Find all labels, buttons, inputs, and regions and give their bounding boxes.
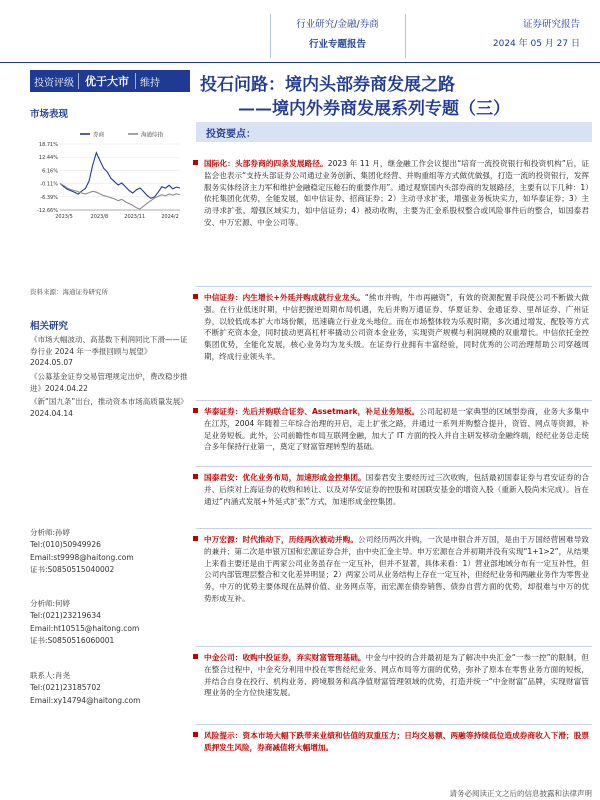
analyst-card [30,527,190,577]
key-point-body: 2023 年 11 月，继金融工作会议提出“培育一流投资银行和投资机构”后，证监会也表示“支持头部证券公司通过业务创新、集团化经营、并购重组等方式做优做强，打造一流的投资银行，发挥服务实体经济主力军和维护金融稳定压舱石的重要作用”。通过观察国内头部券商的发展路径，主要有以下几种：1）依托集团化优势，全能发展，如中信证券、招商证券；2）主动寻求扩张，增强业务板块实力，如华泰证券；3）主动寻求扩张，增强区域实力，如中信证券；4）被动收购，主要为汇金系股权整合或风险事件后的整合，如国泰君安、中万宏源、中金公司等。 [204,159,589,227]
contact-tel: Tel:(021)23185702 [30,683,101,693]
report-type-text: 行业专题报告 [308,39,366,50]
header-rule [0,62,600,63]
key-point-lead: 中万宏源：时代推动下，历经两次被动并购。 [204,535,359,544]
analyst-name: 分析师:何婷 [30,599,71,608]
category-text: 行业研究/金融/券商 [296,19,379,30]
key-point-lead: 国泰君安：优化业务布局，加速形成金控集团。 [204,473,366,482]
related-item[interactable]: 《新“国九条”出台，推动资本市场高质量发展》2024.04.14 [30,397,188,418]
analyst-email[interactable]: Email:ht10515@haitong.com [30,623,140,633]
contact-card [30,670,190,707]
key-point-paragraph [204,158,589,229]
key-point-paragraph [204,652,589,699]
divider [196,286,592,287]
rating-action: 维持 [140,77,160,89]
divider [196,724,592,725]
page-title: 投石问路：境内头部券商发展之路 [200,75,455,95]
related-item[interactable]: 《公募基金证券交易管理规定出炉，费改稳步推进》2024.04.22 [30,371,188,393]
chart-source: 资料来源：海通证券研究所 [30,288,108,296]
x-tick-label: 2023/8 [90,214,109,220]
y-tick-label: 6.16% [42,168,58,175]
footer-disclaimer: 请务必阅读正文之后的信息披露和法律声明 [449,789,592,798]
key-point-lead: 国际化：头部券商的四条发展路径。 [204,159,328,168]
risk-lead: 风险提示： [204,731,243,740]
header-divider-right [405,14,406,58]
contact-email[interactable]: Email:xy14794@haitong.com [30,695,141,705]
y-tick-label: -0.11% [40,181,58,188]
y-tick-label: -12.66% [37,208,58,214]
divider [196,466,592,467]
divider [196,400,592,401]
related-section-title: 相关研究 [30,321,69,332]
risk-body: 资本市场大幅下跌带来业绩和估值的双重压力；日均交易额、两融等持续低位造成券商收入下滑；股票质押发生风险，券商减值将大幅增加。 [204,731,589,752]
x-tick-label: 2023/5 [55,214,73,220]
analyst-cert: 证书:S0850515040002 [30,565,115,575]
report-date: 2024 年 05 月 27 日 [492,39,580,49]
key-point-lead: 华泰证券：先后并购联合证券、Assetmark，补足业务短板。 [204,407,420,416]
divider [196,528,592,529]
key-point-paragraph [204,292,589,363]
related-item[interactable]: 《市场大幅波动、高基数下利润同比下滑——证券行业 2024 年一季报回顾与展望》2024.05.07 [30,335,188,368]
key-point-body: “熊市并购，牛市再融资”，有效的资源配置手段使公司不断做大做强。在行业低迷时期，中信把握逆周期布局机遇，先后并购万通证券、华夏证券、金通证券、里昂证券、广州证券，以较低成本扩大市场份额，迅速确立行业龙头地位。而在市场整体较为乐观时期，多次通过增发、配股等方式不断扩充资本金，同时拔动更高杠杆率撬动公司资本金业务，实现资产规模与利润规模的双重增长。中信依托金控集团优势，全能化发展，核心业务均为龙头级。在证券行业拥有丰富经验，同时优秀的公司治理帮助公司穿越周期，终成行业领头羊。 [204,293,589,361]
key-point-paragraph [204,472,589,507]
rating-label: 投资评级 [34,77,74,89]
market-performance-chart [30,128,186,220]
key-point-body: 中金与中投的合并最初是为了解决中央汇金“一参一控”的限制，但在整合过程中，中金充分利用中投在零售经纪业务、网点布局等方面的优势，弥补了原本在零售业务方面的短板，并结合自身在投行、机构业务、跨境服务和高净值财富管理领域的优势，打造并统一“中金财富”品牌，实现财富管理业务的全方位快速发展。 [204,653,590,698]
divider [196,646,592,647]
y-tick-label: 18.71% [38,142,58,148]
rating-box [30,70,190,92]
key-points-header [196,122,592,142]
bullet-square-icon [193,160,198,165]
header-divider-left [270,14,271,58]
related-research-list [30,334,190,421]
bullet-square-icon [193,536,198,541]
risk-paragraph [204,730,589,754]
analyst-name: 分析师:孙婷 [30,528,71,537]
contact-name: 联系人:肖尧 [30,671,71,680]
x-tick-label: 2024/2 [161,214,179,220]
key-point-body: 国泰君安主要经历过三次收购，包括最初国泰证券与君安证券的合并、后续对上海证券的收购和转让、以及对华安证券的控股和对国联安基金的增资入股（重新入股尚未完成）。旨在通过“内涵式发展+外延式扩张”方式，加速形成金控集团。 [204,473,590,506]
page-subtitle: ——境内外券商发展系列专题（三） [238,99,510,119]
y-tick-label: -6.39% [40,194,58,201]
key-point-lead: 中信证券：内生增长+外延并购成就行业龙头。 [204,293,365,302]
legend-label: 海通综指 [141,132,164,139]
market-section-title: 市场表现 [30,109,69,120]
key-point-paragraph [204,534,589,605]
bullet-square-icon [193,654,198,659]
key-point-paragraph [204,406,589,453]
key-points-title: 投资要点： [206,129,256,140]
bullet-square-icon [193,408,198,413]
y-tick-label: 12.44% [38,155,58,162]
bullet-square-icon [193,474,198,479]
analyst-cert: 证书:S0850516060001 [30,636,115,646]
bullet-square-icon [193,732,198,737]
rating-value: 优于大市 [78,73,136,89]
firm-label: 证券研究报告 [522,19,580,30]
legend-label: 券商 [93,132,105,139]
analyst-card [30,598,190,648]
key-point-body: 公司经历两次并购，一次是申银合并万国，是由于万国经营困难导致的兼并；第二次是申银万国和宏源证券合并，由中央汇金主导。申万宏源在合并初期并没有实现“1+1>2”，从结果上来看主要还是由于两家公司业务虽存在一定互补，但并不显著，具体来看：1）营业部地域分布有一定互补性，但公司内部管理层整合和文化差异明显；2）两家公司从业务结构上存在一定互补，但经纪业务和两融业务作为零售业务，中万的优势主要体现在品牌价值、业务网点等，而宏源在债券销售、债券自营方面的优势，却很难与中万的优势形成互补。 [204,535,589,603]
bullet-square-icon [193,294,198,299]
key-point-lead: 中金公司：收购中投证券，弃实财富管理基础。 [204,653,366,662]
key-point-body: 公司起初是一家典型的区域型券商，业务大多集中在江苏，2004 年随着三年综合治理的开启，走上扩张之路，并通过一系列并购整合提升，资管、网点等资源，补足业务短板。此外，公司前瞻性布局互联网金融，加大了 IT 方面的投入并自主研发移动金融终端，经纪业务总走统合多年保持行业第一，奠定了财富管理转型的基础。 [204,407,590,452]
x-tick-label: 2023/11 [124,214,146,220]
analyst-tel: Tel:(010)50949926 [30,540,101,550]
analyst-tel: Tel:(021)23219634 [30,611,101,621]
analyst-email[interactable]: Email:st9998@haitong.com [30,552,134,562]
header-left [280,16,395,50]
header-right [460,16,580,49]
